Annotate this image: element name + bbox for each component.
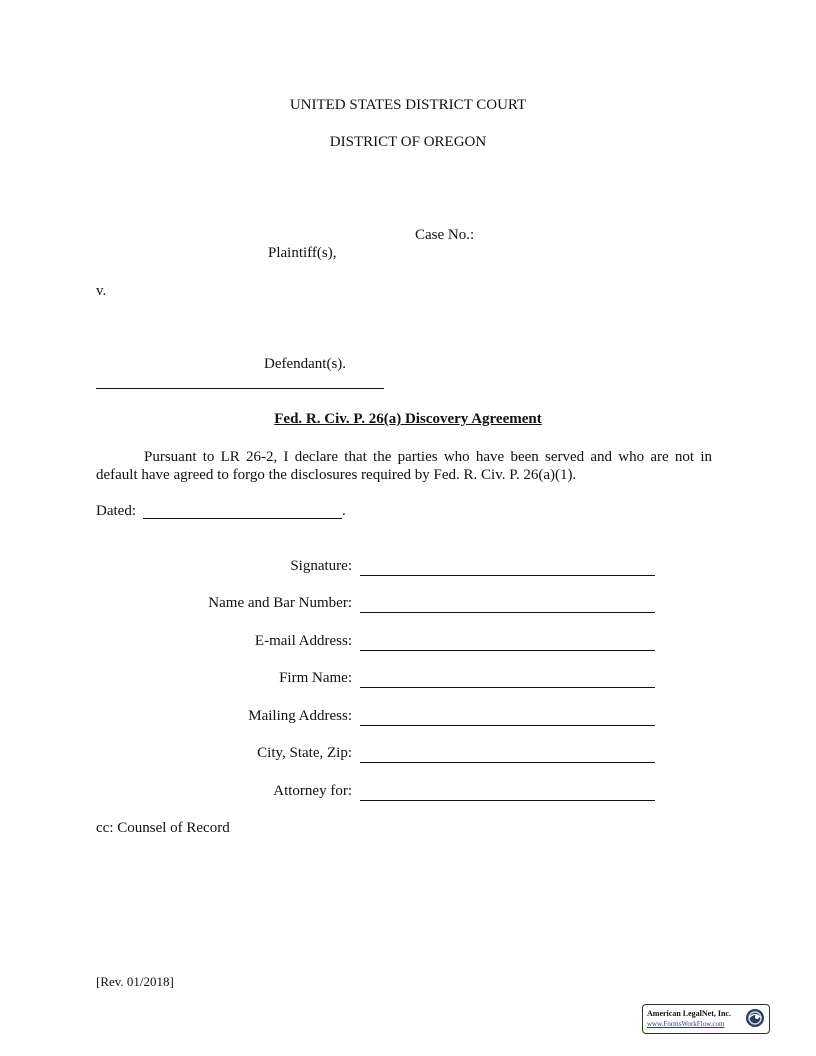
email-label: E-mail Address: — [254, 633, 352, 649]
name-bar-label: Name and Bar Number: — [208, 595, 352, 611]
document-title: Fed. R. Civ. P. 26(a) Discovery Agreement — [274, 411, 542, 427]
name-bar-line[interactable] — [360, 612, 655, 613]
city-label: City, State, Zip: — [257, 745, 352, 761]
globe-icon — [745, 1008, 765, 1028]
mailing-label: Mailing Address: — [248, 708, 352, 724]
attorney-for-label: Attorney for: — [273, 783, 352, 799]
district-name: DISTRICT OF OREGON — [329, 134, 487, 150]
body-text: Pursuant to LR 26-2, I declare that the parties who have been served and who are not in default have agreed to forgo the disclosures required by Fed. R. Civ. P. 26(a)(1). — [96, 449, 712, 483]
attorney-for-line[interactable] — [360, 800, 655, 801]
email-line[interactable] — [360, 650, 655, 651]
caption-divider — [96, 388, 384, 389]
body-paragraph — [96, 448, 712, 484]
american-legalnet-logo[interactable] — [642, 1004, 770, 1034]
signature-label: Signature: — [290, 558, 352, 574]
court-name: UNITED STATES DISTRICT COURT — [289, 97, 527, 113]
firm-line[interactable] — [360, 687, 655, 688]
revision-label: [Rev. 01/2018] — [96, 974, 174, 989]
dated-label: Dated: — [96, 503, 136, 519]
firm-label: Firm Name: — [279, 670, 352, 686]
mailing-line[interactable] — [360, 725, 655, 726]
logo-url[interactable]: www.FormsWorkFlow.com — [647, 1020, 725, 1028]
dated-period: . — [342, 503, 346, 519]
dated-input-line[interactable] — [143, 518, 342, 519]
logo-company: American LegalNet, Inc. — [647, 1009, 731, 1018]
defendant-label: Defendant(s). — [264, 356, 347, 372]
signature-line[interactable] — [360, 575, 655, 576]
plaintiff-label: Plaintiff(s), — [268, 245, 337, 261]
case-number-label: Case No.: — [415, 227, 475, 243]
city-line[interactable] — [360, 762, 655, 763]
cc-line: cc: Counsel of Record — [96, 820, 230, 836]
versus-label: v. — [96, 283, 107, 299]
